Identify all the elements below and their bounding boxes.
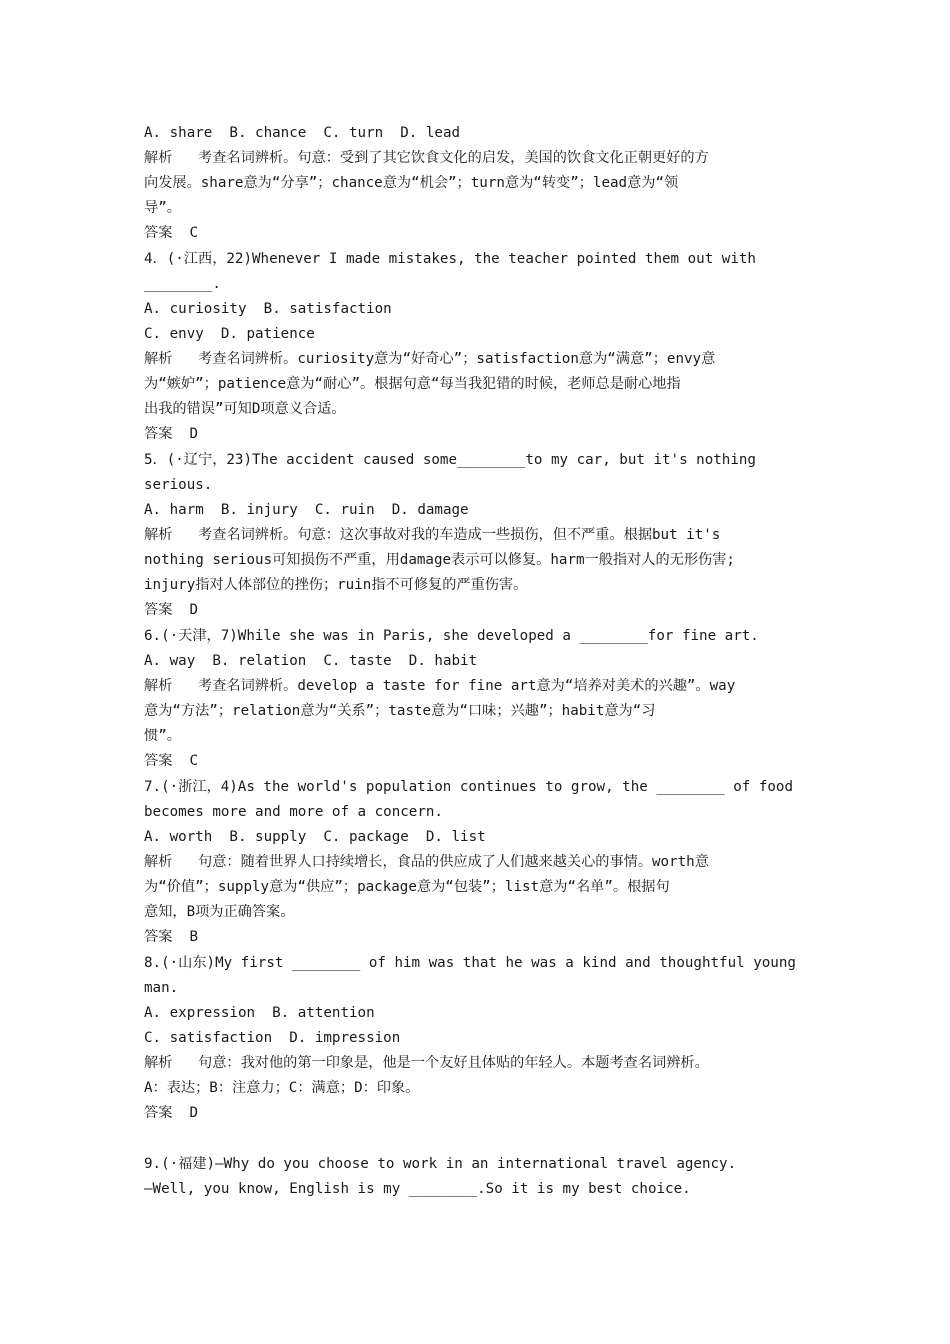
q3-analysis-line-1: 解析 考查名词辨析。句意：受到了其它饮食文化的启发，美国的饮食文化正朝更好的方 (144, 150, 709, 166)
q6-answer: 答案 C (144, 753, 198, 769)
q3-answer: 答案 C (144, 225, 198, 241)
q4-options-line-2: C. envy D. patience (144, 326, 315, 342)
q9-stem-line-1: 9.(·福建)—Why do you choose to work in an international travel agency. (144, 1156, 737, 1172)
q8-stem-line-1: 8.(·山东)My first ________ of him was that he was a kind and thoughtful young (144, 955, 796, 971)
q4-analysis-line-1: 解析 考查名词辨析。curiosity意为“好奇心”；satisfaction意为“满意”；envy意 (144, 351, 716, 367)
q7-stem-line-1: 7.(·浙江，4)As the world's population continues to grow, the ________ of food (144, 779, 794, 795)
q6-analysis-line-3: 惯”。 (144, 728, 181, 744)
q6-options: A. way B. relation C. taste D. habit (144, 653, 478, 669)
q4-options-line-1: A. curiosity B. satisfaction (144, 301, 392, 317)
q8-stem-line-2: man. (144, 980, 179, 996)
q5-analysis-line-2: nothing serious可知损伤不严重，用damage表示可以修复。harm一般指对人的无形伤害; (144, 552, 735, 568)
q5-analysis-line-3: injury指对人体部位的挫伤；ruin指不可修复的严重伤害。 (144, 577, 528, 593)
q5-stem-line-1: 5．(·辽宁，23)The accident caused some________to my car, but it's nothing (144, 452, 756, 468)
q7-options: A. worth B. supply C. package D. list (144, 829, 486, 845)
q3-options: A. share B. chance C. turn D. lead (144, 125, 461, 141)
q8-options-line-2: C. satisfaction D. impression (144, 1030, 401, 1046)
q3-analysis-line-3: 导”。 (144, 200, 181, 216)
q5-answer: 答案 D (144, 602, 198, 618)
q7-analysis-line-3: 意知，B项为正确答案。 (144, 904, 295, 920)
q6-stem: 6.(·天津，7)While she was in Paris, she developed a ________for fine art. (144, 628, 759, 644)
q6-analysis-line-2: 意为“方法”；relation意为“关系”；taste意为“口味；兴趣”；habit意为“习 (144, 703, 656, 719)
q4-analysis-line-3: 出我的错误”可知D项意义合适。 (144, 401, 346, 417)
q8-analysis-line-2: A：表达；B：注意力；C：满意；D：印象。 (144, 1080, 420, 1096)
q5-analysis-line-1: 解析 考查名词辨析。句意：这次事故对我的车造成一些损伤，但不严重。根据but it's (144, 527, 721, 543)
q6-analysis-line-1: 解析 考查名词辨析。develop a taste for fine art意为“培养对美术的兴趣”。way (144, 678, 736, 694)
q8-analysis-line-1: 解析 句意：我对他的第一印象是，他是一个友好且体贴的年轻人。本题考查名词辨析。 (144, 1055, 709, 1071)
q4-stem-line-1: 4．(·江西，22)Whenever I made mistakes, the teacher pointed them out with (144, 251, 756, 267)
q4-stem-line-2: ________. (144, 276, 221, 292)
q5-stem-line-2: serious. (144, 477, 213, 493)
q7-answer: 答案 B (144, 929, 198, 945)
q4-analysis-line-2: 为“嫉妒”；patience意为“耐心”。根据句意“每当我犯错的时候，老师总是耐心地指 (144, 376, 681, 392)
q9-stem-line-2: —Well, you know, English is my ________.So it is my best choice. (144, 1181, 691, 1197)
q7-stem-line-2: becomes more and more of a concern. (144, 804, 443, 820)
q7-analysis-line-1: 解析 句意：随着世界人口持续增长，食品的供应成了人们越来越关心的事情。worth意 (144, 854, 709, 870)
q3-analysis-line-2: 向发展。share意为“分享”；chance意为“机会”；turn意为“转变”；lead意为“领 (144, 175, 679, 191)
q8-answer: 答案 D (144, 1105, 198, 1121)
q7-analysis-line-2: 为“价值”；supply意为“供应”；package意为“包装”；list意为“名单”。根据句 (144, 879, 670, 895)
q8-options-line-1: A. expression B. attention (144, 1005, 375, 1021)
q5-options: A. harm B. injury C. ruin D. damage (144, 502, 469, 518)
q4-answer: 答案 D (144, 426, 198, 442)
